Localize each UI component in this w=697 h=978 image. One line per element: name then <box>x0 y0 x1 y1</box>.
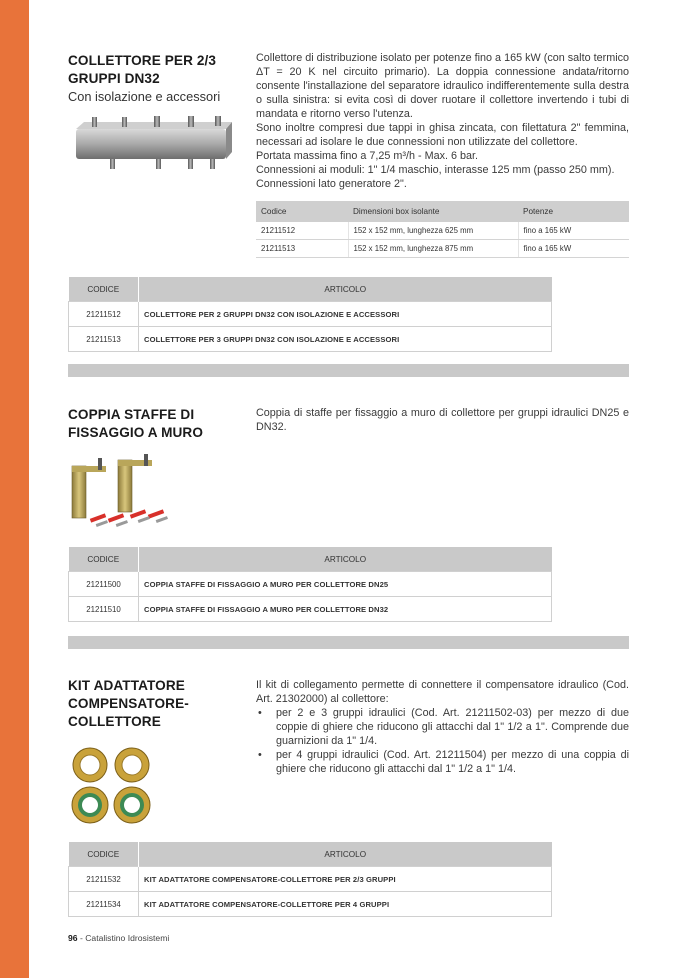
spec-cell: 21211513 <box>256 240 348 258</box>
spec-cell: fino a 165 kW <box>518 222 629 240</box>
spec-table <box>256 201 629 258</box>
article-name: COLLETTORE PER 2 GRUPPI DN32 CON ISOLAZIONE E ACCESSORI <box>139 302 552 327</box>
collettore-subtitle: Con isolazione e accessori <box>68 89 221 104</box>
article-code: 21211534 <box>69 892 139 917</box>
article-header-codice: CODICE <box>69 277 139 302</box>
article-table-kit <box>68 842 552 917</box>
spec-cell: 152 x 152 mm, lunghezza 625 mm <box>348 222 518 240</box>
collettore-para-1: Collettore di distribuzione isolato per potenze fino a 165 kW (con salto termico ΔT = 20 K nel circuito primario). La doppia connessione andata/ritorno consente l'installazione del separatore idraulico indifferentemente sulla destra o sulla sinistra: si evita così di dover ruotare il collettore invertendo i tubi di mandata e ritorno verso l'utenza. <box>256 52 629 120</box>
article-name: KIT ADATTATORE COMPENSATORE-COLLETTORE PER 4 GRUPPI <box>139 892 552 917</box>
spec-cell: fino a 165 kW <box>518 240 629 258</box>
spec-cell: 152 x 152 mm, lunghezza 875 mm <box>348 240 518 258</box>
collettore-para-5: Connessioni lato generatore 2". <box>256 178 407 190</box>
article-name: COLLETTORE PER 3 GRUPPI DN32 CON ISOLAZIONE E ACCESSORI <box>139 327 552 352</box>
spec-row <box>256 222 629 240</box>
article-header-articolo: ARTICOLO <box>139 277 552 302</box>
article-code: 21211512 <box>69 302 139 327</box>
article-code: 21211510 <box>69 597 139 622</box>
section-divider-band <box>68 636 629 649</box>
list-item: • per 4 gruppi idraulici (Cod. Art. 21211504) per mezzo di una coppia di ghiere che riducono gli attacchi dal 1" 1/2 a 1" 1/4. <box>256 748 629 776</box>
section-title-staffe <box>68 406 218 442</box>
spec-header-dimensioni: Dimensioni box isolante <box>348 201 518 222</box>
article-name: COPPIA STAFFE DI FISSAGGIO A MURO PER COLLETTORE DN32 <box>139 597 552 622</box>
table-row <box>69 327 552 352</box>
kit-title-text: KIT ADATTATORE COMPENSATORE-COLLETTORE <box>68 678 189 729</box>
collettore-para-3: Portata massima fino a 7,25 m³/h - Max. 6 bar. <box>256 150 479 162</box>
kit-intro: Il kit di collegamento permette di connettere il compensatore idraulico (Cod. Art. 21302000) al collettore: <box>256 679 629 705</box>
article-name: COPPIA STAFFE DI FISSAGGIO A MURO PER COLLETTORE DN25 <box>139 572 552 597</box>
article-header-articolo: ARTICOLO <box>139 842 552 867</box>
table-row <box>69 597 552 622</box>
orange-edge-strip <box>0 0 29 978</box>
table-row <box>69 572 552 597</box>
article-code: 21211500 <box>69 572 139 597</box>
collettore-para-2: Sono inoltre compresi due tappi in ghisa zincata, con filettatura 2" femmina, necessari ad isolare le due connessioni non utilizzate del collettore. <box>256 122 629 148</box>
section-title-kit <box>68 677 203 731</box>
list-item: • per 2 e 3 gruppi idraulici (Cod. Art. 21211502-03) per mezzo di due coppie di ghiere che riducono gli attacchi dal 1" 1/2 a 1". Comprende due guarnizioni da 1" 1/4. <box>256 706 629 748</box>
staffe-title-text: COPPIA STAFFE DI FISSAGGIO A MURO <box>68 407 204 440</box>
article-name: KIT ADATTATORE COMPENSATORE-COLLETTORE PER 2/3 GRUPPI <box>139 867 552 892</box>
table-row <box>69 892 552 917</box>
article-header-articolo: ARTICOLO <box>139 547 552 572</box>
adapter-rings-image <box>68 745 158 827</box>
article-header-codice: CODICE <box>69 547 139 572</box>
footer-separator: - <box>77 933 86 943</box>
staffe-description <box>256 406 629 434</box>
page-number: 96 <box>68 933 78 943</box>
article-table-staffe <box>68 547 552 622</box>
collettore-description <box>256 51 629 191</box>
article-code: 21211532 <box>69 867 139 892</box>
kit-bullet-list <box>256 706 629 776</box>
spec-header-potenze: Potenze <box>518 201 629 222</box>
staffe-para-1: Coppia di staffe per fissaggio a muro di collettore per gruppi idraulici DN25 e DN32. <box>256 407 629 433</box>
collettore-para-4: Connessioni ai moduli: 1" 1/4 maschio, interasse 125 mm (passo 250 mm). <box>256 164 615 176</box>
table-row <box>69 302 552 327</box>
spec-header-codice: Codice <box>256 201 348 222</box>
article-code: 21211513 <box>69 327 139 352</box>
spec-row <box>256 240 629 258</box>
spec-cell: 21211512 <box>256 222 348 240</box>
article-header-codice: CODICE <box>69 842 139 867</box>
section-divider-band <box>68 364 629 377</box>
page-footer <box>68 933 169 943</box>
catalog-name: Catalistino Idrosistemi <box>85 933 170 943</box>
manifold-image <box>70 116 235 172</box>
wall-bracket-image <box>68 454 178 534</box>
kit-description <box>256 678 629 776</box>
article-table-collettore <box>68 277 552 352</box>
table-row <box>69 867 552 892</box>
section-title-collettore <box>68 52 243 106</box>
collettore-title-text: COLLETTORE PER 2/3 GRUPPI DN32 <box>68 53 217 86</box>
